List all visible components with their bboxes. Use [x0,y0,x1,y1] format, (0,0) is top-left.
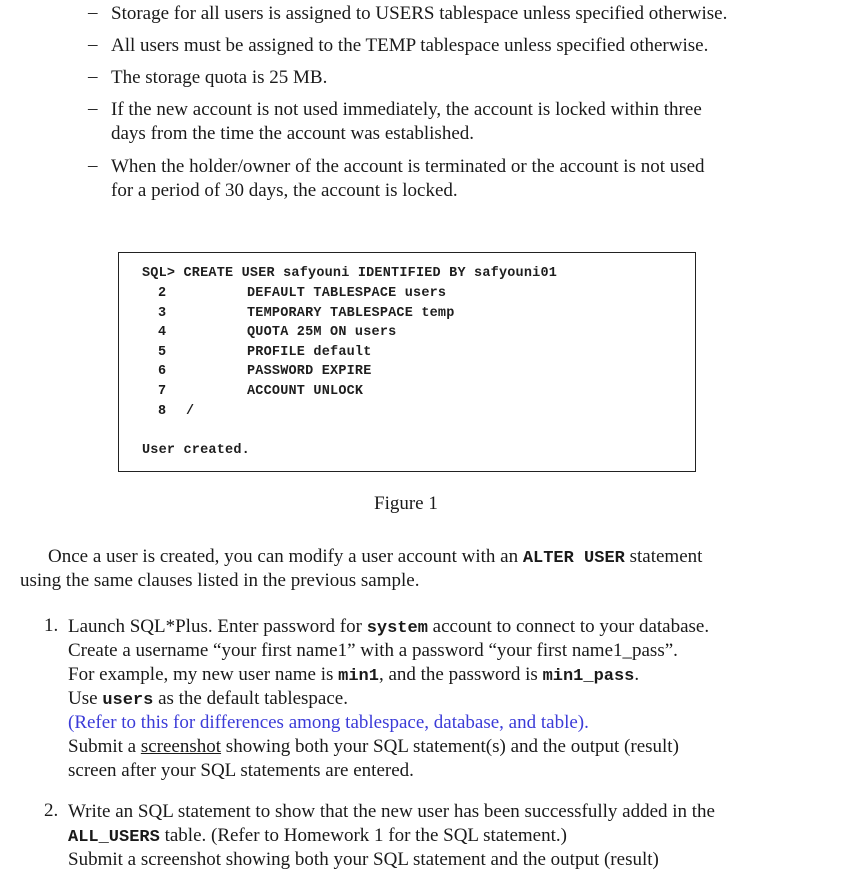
sql-line-number: 6 [158,364,167,379]
item-line: For example, my new user name is min1, and the password is min1_pass. [68,664,640,686]
sql-prompt-line: SQL> CREATE USER safyouni IDENTIFIED BY safyouni01 [142,266,558,281]
sql-line: DEFAULT TABLESPACE users [247,286,447,301]
item-line: Use users as the default tablespace. [68,688,348,710]
sql-line-number: 2 [158,286,167,301]
bullet-dash: – [88,98,98,119]
sql-line-number: 5 [158,345,167,360]
item-line: ALL_USERS table. (Refer to Homework 1 for the SQL statement.) [68,825,567,847]
item-number: 1. [44,615,59,636]
bullet-dash: – [88,155,98,176]
bullet-dash: – [88,34,98,55]
sql-line: / [186,404,195,419]
sql-line-number: 8 [158,404,167,419]
sql-line: PROFILE default [247,345,372,360]
sql-line: QUOTA 25M ON users [247,325,397,340]
item-line: Write an SQL statement to show that the new user has been successfully added in the [68,801,715,822]
intro-line: Once a user is created, you can modify a user account with an ALTER USER statement [48,546,703,568]
sql-result: User created. [142,443,250,458]
sql-line: TEMPORARY TABLESPACE temp [247,306,455,321]
intro-line: using the same clauses listed in the previous sample. [20,570,420,591]
bullet-text: If the new account is not used immediately, the account is locked within three [111,99,702,120]
item-line: Create a username “your first name1” with a password “your first name1_pass”. [68,640,678,661]
sql-line-number: 3 [158,306,167,321]
figure-caption: Figure 1 [374,493,438,514]
item-line-cutoff: Submit a screenshot showing both your SQL statement and the output (result) [68,849,659,870]
bullet-dash: – [88,2,98,23]
bullet-text: days from the time the account was established. [111,123,475,144]
sql-line-number: 4 [158,325,167,340]
bullet-dash: – [88,66,98,87]
sql-screenshot-figure [118,252,696,472]
item-line: Submit a screenshot showing both your SQL statement(s) and the output (result) [68,736,679,757]
item-number: 2. [44,800,59,821]
item-line: screen after your SQL statements are entered. [68,760,414,781]
tablespace-reference-link[interactable]: (Refer to this for differences among tablespace, database, and table). [68,712,589,733]
sql-line: PASSWORD EXPIRE [247,364,372,379]
sql-line-number: 7 [158,384,167,399]
sql-line: ACCOUNT UNLOCK [247,384,364,399]
bullet-text: The storage quota is 25 MB. [111,67,328,88]
screenshot-underlined: screenshot [140,736,222,757]
bullet-text: When the holder/owner of the account is terminated or the account is not used [111,156,705,177]
bullet-text: All users must be assigned to the TEMP tablespace unless specified otherwise. [111,35,709,56]
bullet-text: for a period of 30 days, the account is locked. [111,180,458,201]
bullet-text: Storage for all users is assigned to USERS tablespace unless specified otherwise. [111,3,728,24]
item-line: Launch SQL*Plus. Enter password for system account to connect to your database. [68,616,710,638]
